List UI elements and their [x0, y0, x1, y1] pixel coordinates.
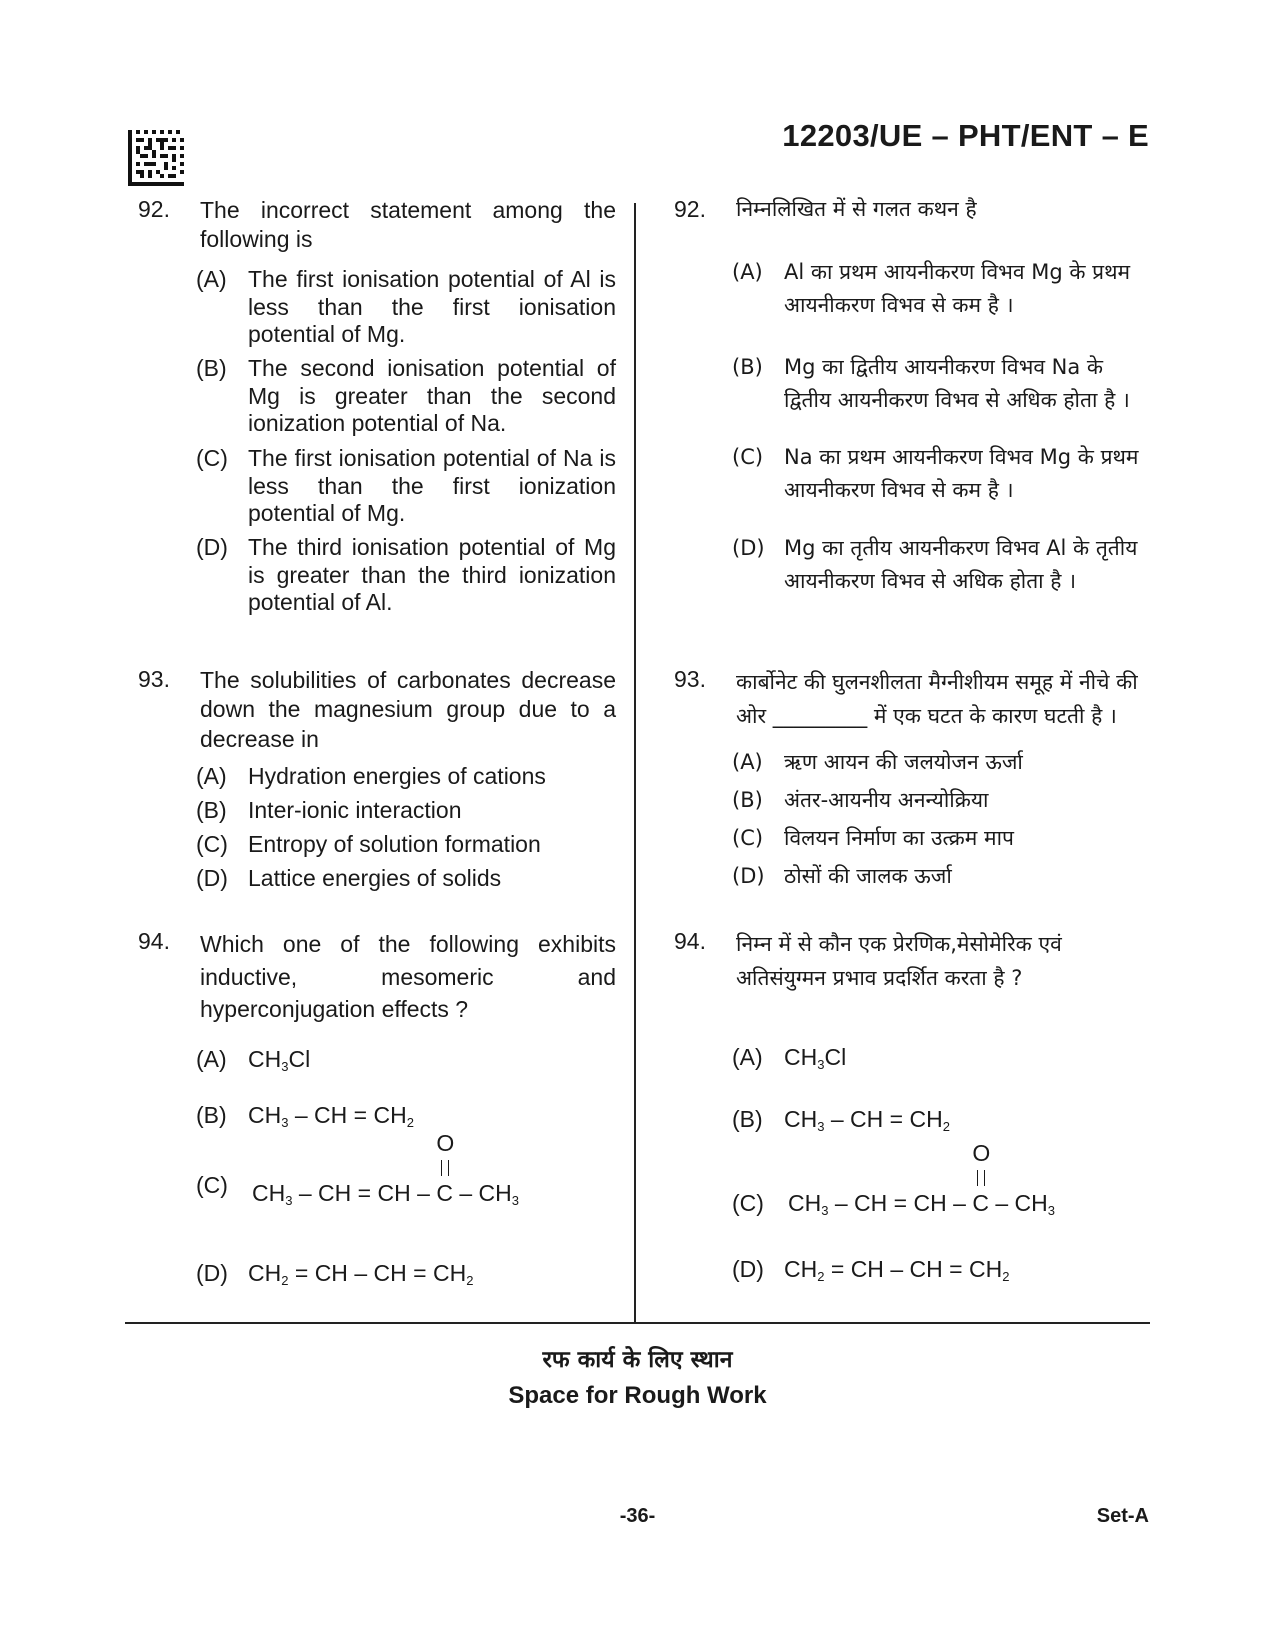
carbonyl-carbon: O C [436, 1130, 455, 1206]
paper-code: 12203/UE – PHT/ENT – E [782, 118, 1149, 153]
option-b-formula: (B) $CH_3$ – CH = $CH_2$ [196, 1102, 414, 1130]
question-93-en [138, 666, 616, 891]
rough-work-title: Space for Rough Work [508, 1382, 767, 1409]
question-number: 92. [138, 196, 170, 222]
option-b: (B) Inter-ionic interaction [196, 797, 462, 823]
double-bond [977, 1170, 985, 1186]
option-a: (A) Hydration energies of cations [196, 763, 546, 789]
rough-work-title-hindi: रफ कार्य के लिए स्थान [542, 1347, 733, 1373]
column-divider [634, 203, 636, 1323]
option-d-formula: (D) $CH_2$ = CH – CH = $CH_2$ [732, 1256, 1010, 1284]
option-d-formula: (D) $CH_2$ = CH – CH = $CH_2$ [196, 1260, 474, 1288]
option-b: (B) The second ionisation potential of Mg is greater than the second ionization potential of Na. [196, 355, 616, 437]
question-text: The solubilities of carbonates decrease down the magnesium group due to a decrease in [200, 667, 616, 752]
option-c: (C) विलयन निर्माण का उत्क्रम माप [732, 826, 1014, 850]
page-number: -36- [619, 1505, 656, 1527]
rough-work-divider [125, 1322, 1150, 1324]
option-d: (D) Lattice energies of solids [196, 865, 502, 891]
option-c: (C) Entropy of solution formation [196, 831, 541, 857]
option-d: (D) The third ionisation potential of Mg is greater than the third ionization potential of Al. [196, 534, 616, 616]
option-a: (A) The first ionisation potential of Al is less than the first ionisation potential of Mg. [196, 266, 616, 348]
question-93-hi [674, 666, 1156, 888]
option-c-formula: (C) $CH_3$ – CH = CH – O C – $CH_3$ [196, 1130, 519, 1208]
qr-code [128, 130, 184, 186]
option-a-formula: (A) $CH_3Cl$ [732, 1044, 847, 1072]
question-92-hi [674, 196, 1156, 593]
question-text: Which one of the following exhibits inductive, mesomeric and hyperconjugation effects ? [200, 931, 616, 1023]
option-d: (D) Mg का तृतीय आयनीकरण विभव Al के तृतीय आयनीकरण विभव से अधिक होता है । [732, 536, 1138, 593]
option-b: (B) Mg का द्वितीय आयनीकरण विभव Na के द्वितीय आयनीकरण विभव से अधिक होता है । [732, 355, 1130, 412]
option-c: (C) The first ionisation potential of Na is less than the first ionization potential of Mg. [196, 445, 616, 527]
question-text: कार्बोनेट की घुलनशीलता मैग्नीशीयम समूह में नीचे की ओर _________ में एक घटत के कारण घटती है । [736, 670, 1138, 728]
double-bond [441, 1160, 449, 1176]
set-label: Set-A [1096, 1505, 1149, 1527]
question-number: 94. [138, 928, 170, 954]
option-c: (C) Na का प्रथम आयनीकरण विभव Mg के प्रथम आयनीकरण विभव से कम है । [732, 445, 1139, 502]
question-text: The incorrect statement among the following is [200, 197, 616, 253]
question-number: 93. [674, 666, 706, 692]
question-92-en [138, 196, 616, 616]
option-b-formula: (B) $CH_3$ – CH = $CH_2$ [732, 1106, 950, 1134]
question-94-hi [674, 928, 1156, 1284]
question-number: 92. [674, 196, 706, 222]
option-d: (D) ठोसों की जालक ऊर्जा [732, 864, 952, 888]
question-94-en [138, 928, 616, 1288]
option-a: (A) Al का प्रथम आयनीकरण विभव Mg के प्रथम आयनीकरण विभव से कम है । [732, 260, 1131, 317]
option-a: (A) ऋण आयन की जलयोजन ऊर्जा [732, 750, 1023, 774]
question-text: निम्न में से कौन एक प्रेरणिक,मेसोमेरिक एवं अतिसंयुग्मन प्रभाव प्रदर्शित करता है ? [736, 932, 1062, 990]
question-number: 93. [138, 666, 170, 692]
option-c-formula: (C) $CH_3$ – CH = CH – O C – $CH_3$ [732, 1140, 1055, 1218]
question-text: निम्नलिखित में से गलत कथन है [736, 197, 977, 221]
carbonyl-carbon: O C [972, 1140, 991, 1216]
question-number: 94. [674, 928, 706, 954]
option-b: (B) अंतर-आयनीय अनन्योक्रिया [732, 788, 989, 812]
option-a-formula: (A) $CH_3Cl$ [196, 1046, 311, 1074]
